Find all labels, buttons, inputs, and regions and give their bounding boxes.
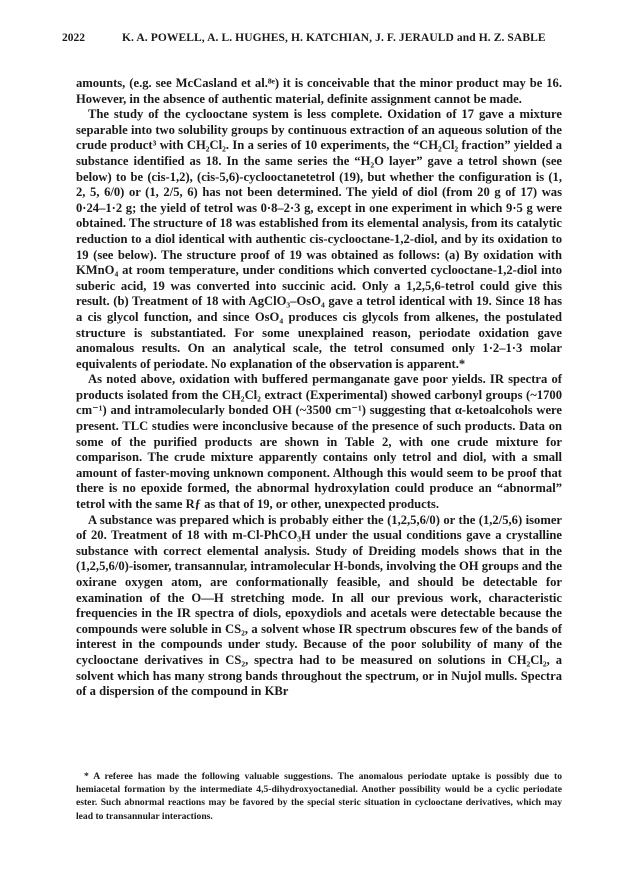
paragraph-continued: amounts, (e.g. see McCasland et al.⁸ᵉ) it is conceivable that the minor product may be 16. However, in the absence of authentic material, definite assignment cannot be made. bbox=[76, 76, 562, 106]
footnote bbox=[76, 770, 562, 823]
body-text bbox=[76, 76, 562, 700]
running-head bbox=[62, 32, 567, 48]
author-line: K. A. POWELL, A. L. HUGHES, H. KATCHIAN, J. F. JERAULD and H. Z. SABLE bbox=[122, 32, 546, 44]
paragraph-permanganate: As noted above, oxidation with buffered permanganate gave poor yields. IR spectra of products isolated from the CH₂Cl₂ extract (Experimental) showed carbonyl groups (~1700 cm⁻¹) and intramolecularly bonded OH (~3500 cm⁻¹) suggesting that α-ketoalcohols were present. TLC studies were inconclusive because of the presence of such products. Data on some of the purified products are shown in Table 2, with one crude mixture for comparison. The crude mixture apparently contains only tetrol and diol, with a small amount of faster-moving unknown component. Although this would seem to be proof that there is no epoxide formed, the abnormal hydroxylation could produce an “abnormal” tetrol with the same Rƒ as that of 19, or other, unexpected products. bbox=[76, 372, 562, 512]
page-number: 2022 bbox=[62, 32, 85, 44]
footnote-text: * A referee has made the following valuable suggestions. The anomalous periodate uptake is possibly due to hemiacetal formation by the intermediate 4,5-dihydroxyoctanedial. Another possibility would be a cyclic periodate ester. Such abnormal reactions may be favored by the special steric situation in cyclooctane derivatives, which may lead to transannular interactions. bbox=[76, 771, 562, 822]
paragraph-epoxide-isomer: A substance was prepared which is probably either the (1,2,5,6/0) or the (1,2/5,6) isomer of 20. Treatment of 18 with m-Cl-PhCO₃H under the usual conditions gave a crystalline substance with correct elemental analysis. Study of Dreiding models shows that in the (1,2,5,6/0)-isomer, transannular, intramolecular H-bonds, involving the OH groups and the oxirane oxygen atom, are conformationally feasible, and should be detectable for examination of the O—H stretching mode. In all our previous work, characteristic frequencies in the IR spectra of diols, epoxydiols and acetals were detectable because the compounds were soluble in CS₂, a solvent whose IR spectrum obscures few of the bands of interest in the compounds under study. Because of the poor solubility of many of the cyclooctane derivatives in CS₂, spectra had to be measured on solutions in CH₂Cl₂, a solvent which has many strong bands throughout the spectrum, or in Nujol mulls. Spectra of a dispersion of the compound in KBr bbox=[76, 512, 562, 699]
paragraph-cyclooctane-study: The study of the cyclooctane system is less complete. Oxidation of 17 gave a mixture separable into two solubility groups by continuous extraction of an aqueous solution of the crude product³ with CH₂Cl₂. In a series of 10 experiments, the “CH₂Cl₂ fraction” yielded a substance identified as 18. In the same series the “H₂O layer” gave a tetrol shown (see below) to be (cis-1,2), (cis-5,6)-cyclooctanetetrol (19), but whether the configuration is (1, 2, 5, 6/0) or (1, 2/5, 6) has not been determined. The yield of diol (from 20 g of 17) was 0·24–1·2 g; the yield of tetrol was 0·8–2·3 g, except in one experiment in which 9·5 g were obtained. The structure of 18 was established from its elemental analysis, from its catalytic reduction to a diol identical with authentic cis-cyclooctane-1,2-diol, and by its oxidation to 19 (see below). The structure proof of 19 was obtained as follows: (a) By oxidation with KMnO₄ at room temperature, under conditions which converted cyclooctane-1,2-diol into suberic acid, 19 was converted into succinic acid. Only a 1,2,5,6-tetrol could give this result. (b) Treatment of 18 with AgClO₃–OsO₄ gave a tetrol identical with 19. Since 18 has a cis glycol function, and since OsO₄ produces cis glycols from alkenes, the postulated structure is substantiated. For some unexplained reason, periodate oxidation gave anomalous results. On an analytical scale, the tetrol consumed only 1·2–1·3 molar equivalents of periodate. No explanation of the observation is apparent.* bbox=[76, 107, 562, 371]
